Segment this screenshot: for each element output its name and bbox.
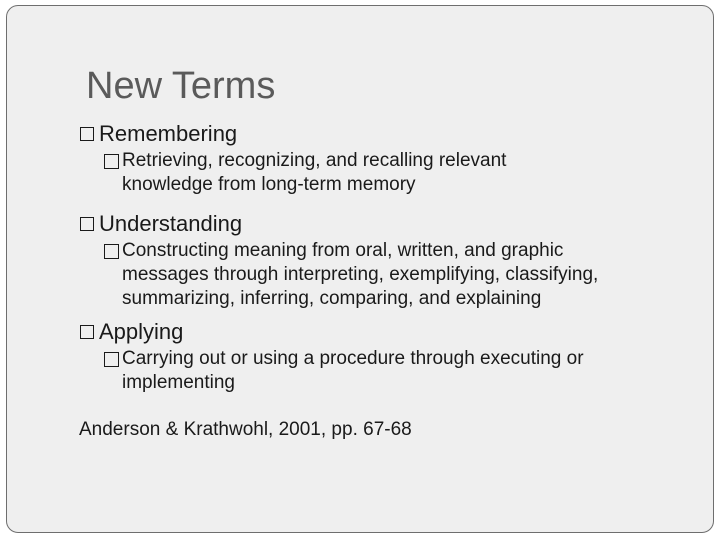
missing-glyph-box-icon (104, 244, 119, 259)
term-heading (80, 119, 680, 149)
term-heading (80, 317, 680, 347)
term-heading (80, 209, 680, 239)
missing-glyph-box-icon (104, 154, 119, 169)
definition-line: messages through interpreting, exemplifying, classifying, (122, 264, 599, 285)
term-definition (80, 347, 680, 395)
term-label: Remembering (99, 121, 238, 146)
checkbox-square-icon (80, 127, 94, 141)
definition-line: Carrying out or using a procedure through executing or (122, 348, 584, 369)
slide-title: New Terms (86, 65, 276, 107)
term-block-understanding (80, 209, 680, 311)
term-block-remembering (80, 119, 680, 197)
term-definition (80, 149, 680, 197)
definition-line: Retrieving, recognizing, and recalling relevant (122, 150, 507, 171)
missing-glyph-box-icon (104, 352, 119, 367)
definition-line: implementing (122, 372, 235, 393)
citation: Anderson & Krathwohl, 2001, pp. 67-68 (79, 419, 412, 440)
checkbox-square-icon (80, 217, 94, 231)
definition-line: knowledge from long-term memory (122, 174, 416, 195)
checkbox-square-icon (80, 325, 94, 339)
term-definition (80, 239, 680, 311)
definition-line: summarizing, inferring, comparing, and explaining (122, 288, 542, 309)
term-label: Understanding (99, 211, 243, 236)
term-label: Applying (99, 319, 184, 344)
term-block-applying (80, 317, 680, 395)
definition-line: Constructing meaning from oral, written, and graphic (122, 240, 564, 261)
slide-content (80, 115, 680, 401)
